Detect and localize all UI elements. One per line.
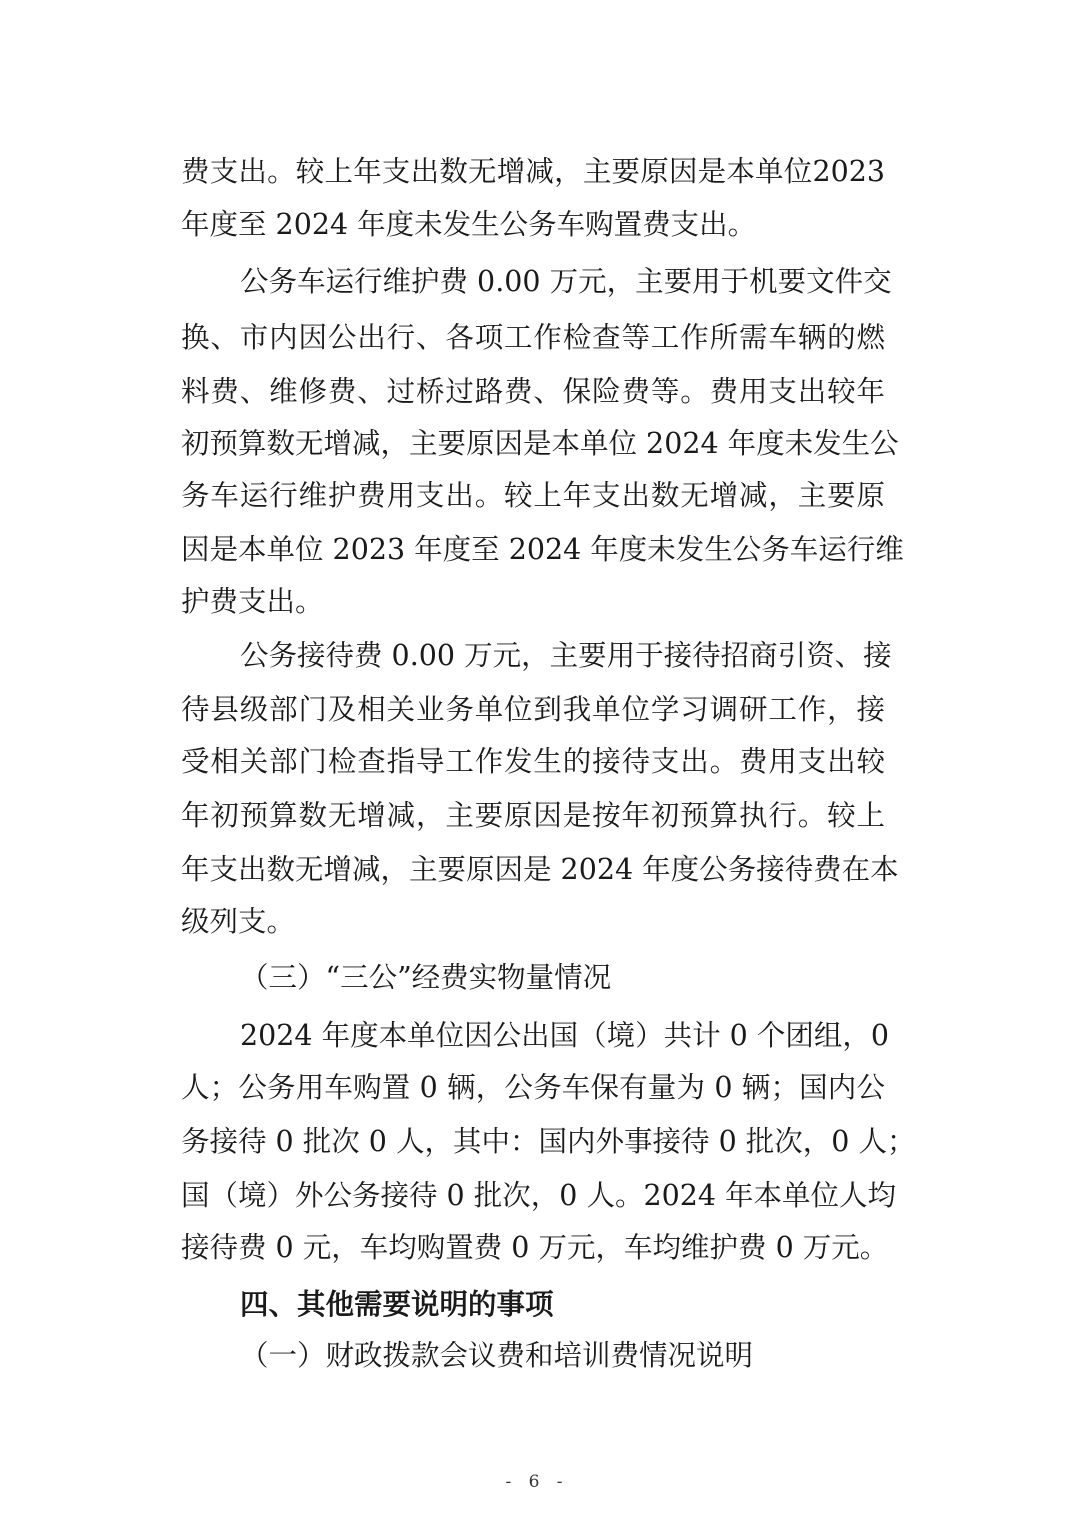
text-line: 年度至 2024 年度未发生公务车购置费支出。 xyxy=(181,208,757,241)
section-subheading: （三）“三公”经费实物量情况 xyxy=(240,961,612,994)
text-line: 公务接待费 0.00 万元，主要用于接待招商引资、接 xyxy=(240,639,892,672)
text-line: 年初预算数无增减，主要原因是按年初预算执行。较上 xyxy=(181,799,885,832)
text-line: 初预算数无增减，主要原因是本单位 2024 年度未发生公 xyxy=(181,427,899,460)
text-line: 2024 年度本单位因公出国（境）共计 0 个团组，0 xyxy=(240,1019,889,1052)
text-line: 料费、维修费、过桥过路费、保险费等。费用支出较年 xyxy=(181,375,885,408)
page-number: - 6 - xyxy=(505,1472,569,1492)
text-line: 人；公务用车购置 0 辆，公务车保有量为 0 辆；国内公 xyxy=(181,1071,885,1104)
text-line: 因是本单位 2023 年度至 2024 年度未发生公务车运行维 xyxy=(181,533,904,566)
text-line: 护费支出。 xyxy=(181,585,324,618)
text-line: 换、市内因公出行、各项工作检查等工作所需车辆的燃 xyxy=(181,321,885,354)
section-heading: 四、其他需要说明的事项 xyxy=(240,1287,554,1321)
text-line: 待县级部门及相关业务单位到我单位学习调研工作，接 xyxy=(181,693,885,726)
text-line: 公务车运行维护费 0.00 万元，主要用于机要文件交 xyxy=(240,265,892,298)
text-line: 务车运行维护费用支出。较上年支出数无增减，主要原 xyxy=(181,479,885,512)
text-line: 务接待 0 批次 0 人，其中：国内外事接待 0 批次，0 人； xyxy=(181,1125,916,1158)
section-subheading: （一）财政拨款会议费和培训费情况说明 xyxy=(240,1339,754,1372)
text-line: 受相关部门检查指导工作发生的接待支出。费用支出较 xyxy=(181,745,885,778)
text-line: 年支出数无增减，主要原因是 2024 年度公务接待费在本 xyxy=(181,853,899,886)
text-line: 级列支。 xyxy=(181,905,296,938)
text-line: 接待费 0 元，车均购置费 0 万元，车均维护费 0 万元。 xyxy=(181,1231,889,1264)
text-line: 国（境）外公务接待 0 批次，0 人。2024 年本单位人均 xyxy=(181,1179,897,1212)
text-line: 费支出。较上年支出数无增减，主要原因是本单位2023 xyxy=(181,155,885,188)
